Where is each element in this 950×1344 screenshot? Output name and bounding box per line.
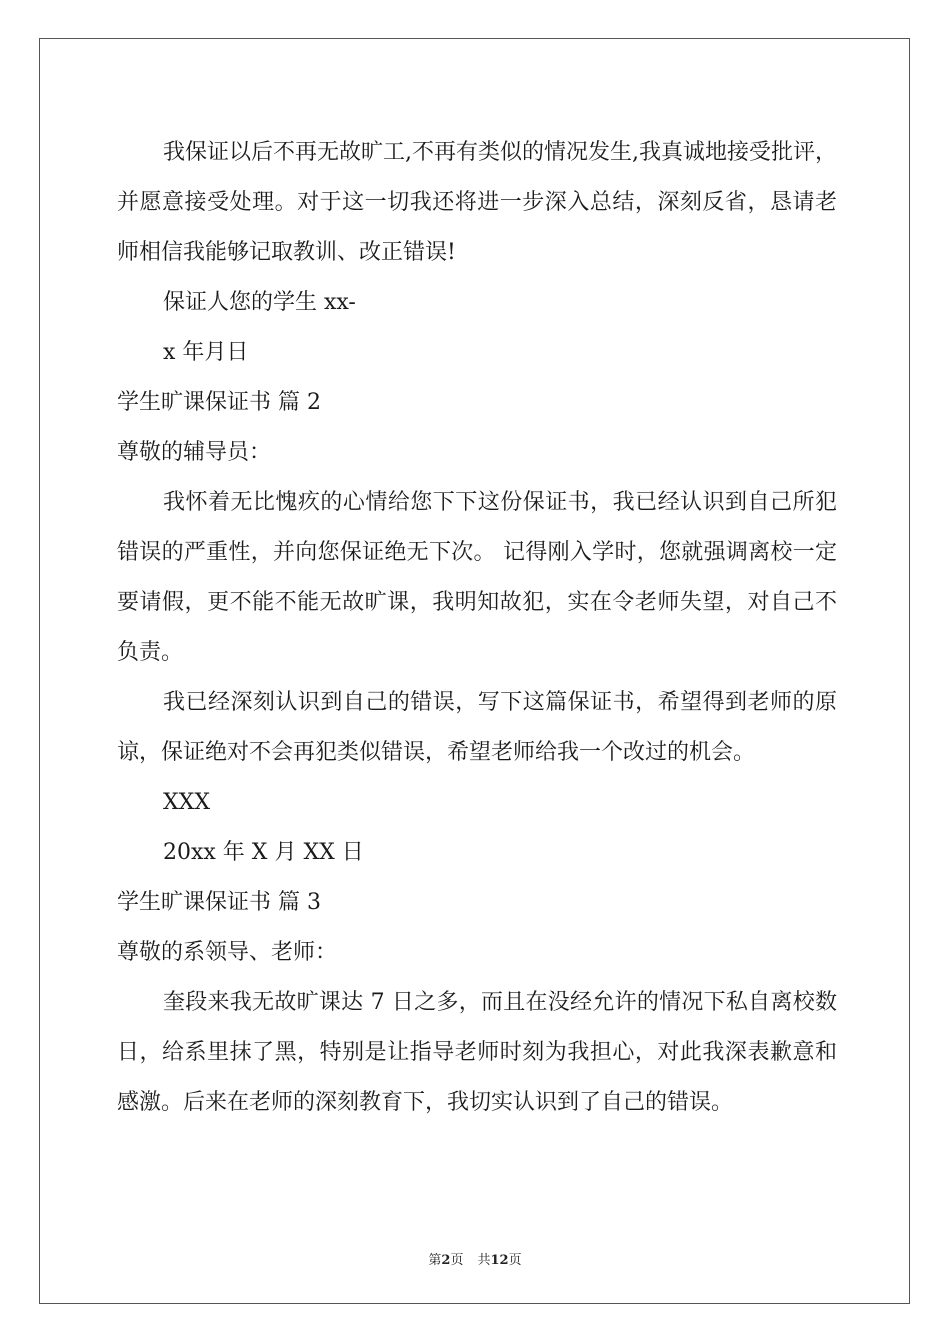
document-body bbox=[117, 128, 837, 1128]
section3-heading: 学生旷课保证书 篇 3 bbox=[117, 890, 321, 915]
section1-date: x 年月日 bbox=[163, 340, 249, 365]
page-footer bbox=[0, 1249, 950, 1268]
section2-heading: 学生旷课保证书 篇 2 bbox=[117, 390, 321, 415]
section2-date: 20xx 年 X 月 XX 日 bbox=[163, 840, 364, 865]
footer-page-prefix: 第 bbox=[428, 1253, 442, 1268]
section2-paragraph-2: 我已经深刻认识到自己的错误，写下这篇保证书，希望得到老师的原谅，保证绝对不会再犯类似错误，希望老师给我一个改过的机会。 bbox=[117, 690, 837, 765]
section1-signature: 保证人您的学生 xx- bbox=[163, 290, 356, 315]
footer-total-pages: 12 bbox=[490, 1253, 509, 1268]
section1-paragraph: 我保证以后不再无故旷工,不再有类似的情况发生,我真诚地接受批评，并愿意接受处理。对于这一切我还将进一步深入总结，深刻反省，恳请老师相信我能够记取教训、改正错误! bbox=[117, 140, 837, 265]
footer-total-suffix: 页 bbox=[508, 1253, 522, 1268]
footer-total-prefix: 共 bbox=[477, 1253, 491, 1268]
section2-signature: XXX bbox=[163, 790, 210, 815]
footer-page-suffix: 页 bbox=[450, 1253, 464, 1268]
section3-paragraph-1: 奎段来我无故旷课达 7 日之多，而且在没经允许的情况下私自离校数日，给系里抹了黑，特别是让指导老师时刻为我担心，对此我深表歉意和感激。后来在老师的深刻教育下，我切实认识到了自己的错误。 bbox=[117, 990, 837, 1115]
section3-salutation: 尊敬的系领导、老师： bbox=[117, 940, 338, 965]
section2-salutation: 尊敬的辅导员： bbox=[117, 440, 272, 465]
footer-page-number: 2 bbox=[441, 1253, 451, 1268]
section2-paragraph-1: 我怀着无比愧疚的心情给您下下这份保证书，我已经认识到自己所犯错误的严重性，并向您保证绝无下次。 记得刚入学时，您就强调离校一定要请假，更不能不能无故旷课，我明知故犯，实在令老师失望，对自己不负责。 bbox=[117, 490, 837, 665]
